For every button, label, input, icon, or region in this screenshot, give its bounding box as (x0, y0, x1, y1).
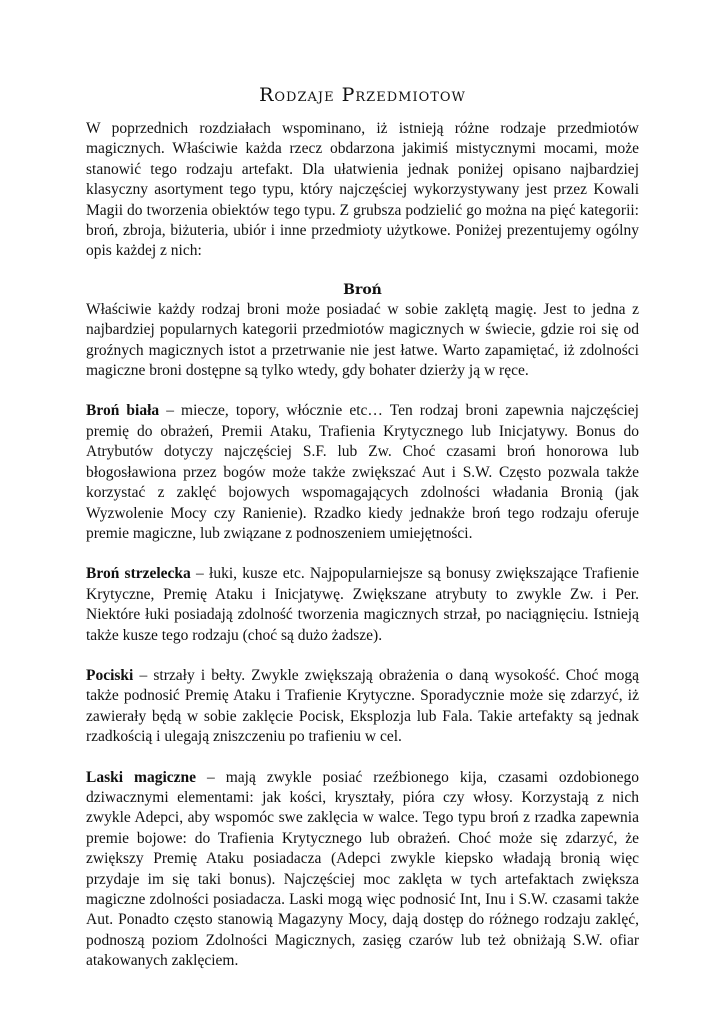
entry-term: Pociski (86, 666, 134, 684)
entry-paragraph (86, 768, 639, 972)
page-title: Rodzaje Przedmiotow (259, 84, 466, 106)
entry-term: Laski magiczne (86, 768, 197, 786)
entry-text: – miecze, topory, włócznie etc… Ten rodzaj broni zapewnia najczęściej premię do obrażeń, Premii Ataku, Trafienia Krytycznego lub Inicjatywy. Bonus do Atrybutów dotyczy najczęściej S.F. lub Zw. Choć czasami broń honorowa lub błogosławiona przez bogów może także zwiększać Aut i S.W. Często pozwala także korzystać z zaklęć bojowych wspomagających zdolności władania Bronią (jak Wyzwolenie Mocy czy Ranienie). Rzadko kiedy jednakże broń tego rodzaju oferuje premie magiczne, lub związane z podnoszeniem umiejętności. (86, 402, 639, 542)
section-heading: Broń (343, 281, 382, 298)
entry-text: – strzały i bełty. Zwykle zwiększają obrażenia o daną wysokość. Choć mogą także podnosić Premię Ataku i Trafienie Krytyczne. Sporadycznie może się zdarzyć, iż zawierały będą w sobie zaklęcie Pocisk, Eksplozja lub Fala. Takie artefakty są jednak rzadkością i ulegają zniszczeniu po trafieniu w cel. (86, 666, 639, 746)
entry-text: – mają zwykle posiać rzeźbionego kija, czasami ozdobionego dziwacznymi elementami: jak kości, kryształy, pióra czy włosy. Korzystają z nich zwykle Adepci, aby wspomóc swe zaklęcia w walce. Tego typu broń z rzadka zapewnia premie bojowe: do Trafienia Krytycznego lub obrażeń. Choć może się zdarzyć, że zwiększy Premię Ataku posiadacza (Adepci zwykle kiepsko władają bronią więc przydaje im się taki bonus). Najczęściej moc zaklęta w tych artefaktach zwiększa magiczne zdolności posiadacza. Laski mogą więc podnosić Int, Inu i S.W. czasami także Aut. Ponadto często stanowią Magazyny Mocy, dają dostęp do różnego rodzaju zaklęć, podnoszą poziom Zdolności Magicznych, zasięg czarów lub też obniżają S.W. ofiar atakowanych zaklęciem. (86, 768, 639, 970)
entry-paragraph (86, 666, 639, 748)
entry-paragraph (86, 401, 639, 544)
entry-term: Broń strzelecka (86, 565, 191, 583)
entry-paragraph (86, 564, 639, 646)
entry-term: Broń biała (86, 402, 160, 420)
entry-text: – łuki, kusze etc. Najpopularniejsze są bonusy zwiększające Trafienie Krytyczne, Premię Ataku i Inicjatywę. Zwiększane atrybuty to zwykle Zw. i Per. Niektóre łuki posiadają zdolność tworzenia magicznych strzał, po naciągnięciu. Istnieją także kusze tego rodzaju (choć są dużo żadsze). (86, 565, 640, 644)
section-intro-paragraph: Właściwie każdy rodzaj broni może posiadać w sobie zaklętą magię. Jest to jedna z najbardziej popularnych kategorii przedmiotów magicznych w świecie, gdzie roi się od groźnych magicznych istot a przetrwanie nie jest łatwe. Warto zapamiętać, iż zdolności magiczne broni dostępne są tylko wtedy, gdy bohater dzierży ją w ręce. (86, 300, 639, 380)
intro-paragraph: W poprzednich rozdziałach wspominano, iż istnieją różne rodzaje przedmiotów magicznych. Właściwie każda rzecz obdarzona jakimiś mistycznymi mocami, może stanowić tego rodzaju artefakt. Dla ułatwienia jednak poniżej opisano najbardziej klasyczny asortyment tego typu, który najczęściej wykorzystywany jest przez Kowali Magii do tworzenia obiektów tego typu. Z grubsza podzielić go można na pięć kategorii: broń, zbroja, biżuteria, ubiór i inne przedmioty użytkowe. Poniżej prezentujemy ogólny opis każdej z nich: (86, 120, 639, 260)
